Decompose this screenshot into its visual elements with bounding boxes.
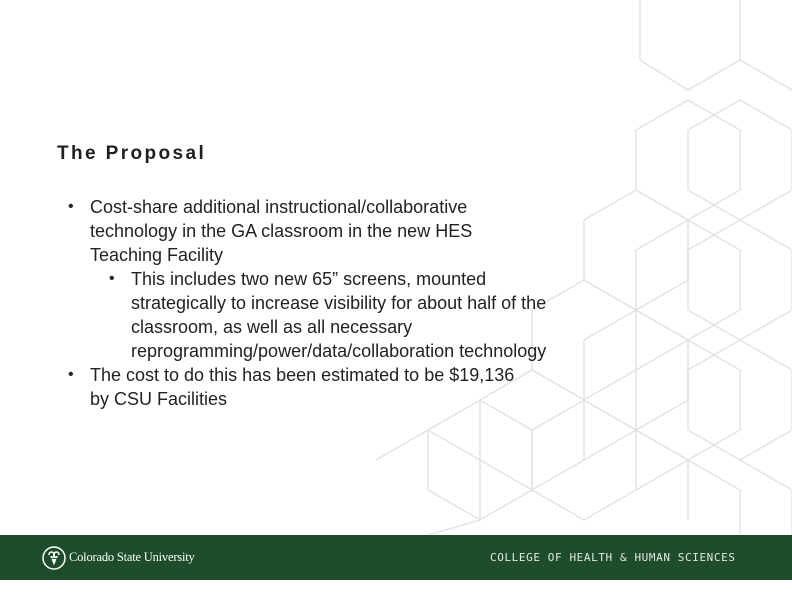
bullet-text: The cost to do this has been estimated to be $19,136 by CSU Facilities [90,365,515,409]
bullet-list [0,195,600,411]
csu-ram-logo-icon [42,546,66,570]
bullet-marker: • [109,270,115,287]
bullet-marker: • [68,198,74,215]
bullet-item [0,363,520,411]
sub-bullet-item [0,267,561,363]
university-name: Colorado State University [69,550,195,564]
bullet-item [0,195,520,267]
footer-bar [0,535,792,580]
bullet-text: This includes two new 65” screens, mounted strategically to increase visibility for about half of the classroom, as well as all necessary reprogramming/power/data/collaboration technology [131,269,547,361]
slide-title: The Proposal [57,143,207,164]
college-name: COLLEGE OF HEALTH & HUMAN SCIENCES [490,551,736,564]
bullet-marker: • [68,366,74,383]
bullet-text: Cost-share additional instructional/collaborative technology in the GA classroom in the new HES Teaching Facility [90,197,473,265]
